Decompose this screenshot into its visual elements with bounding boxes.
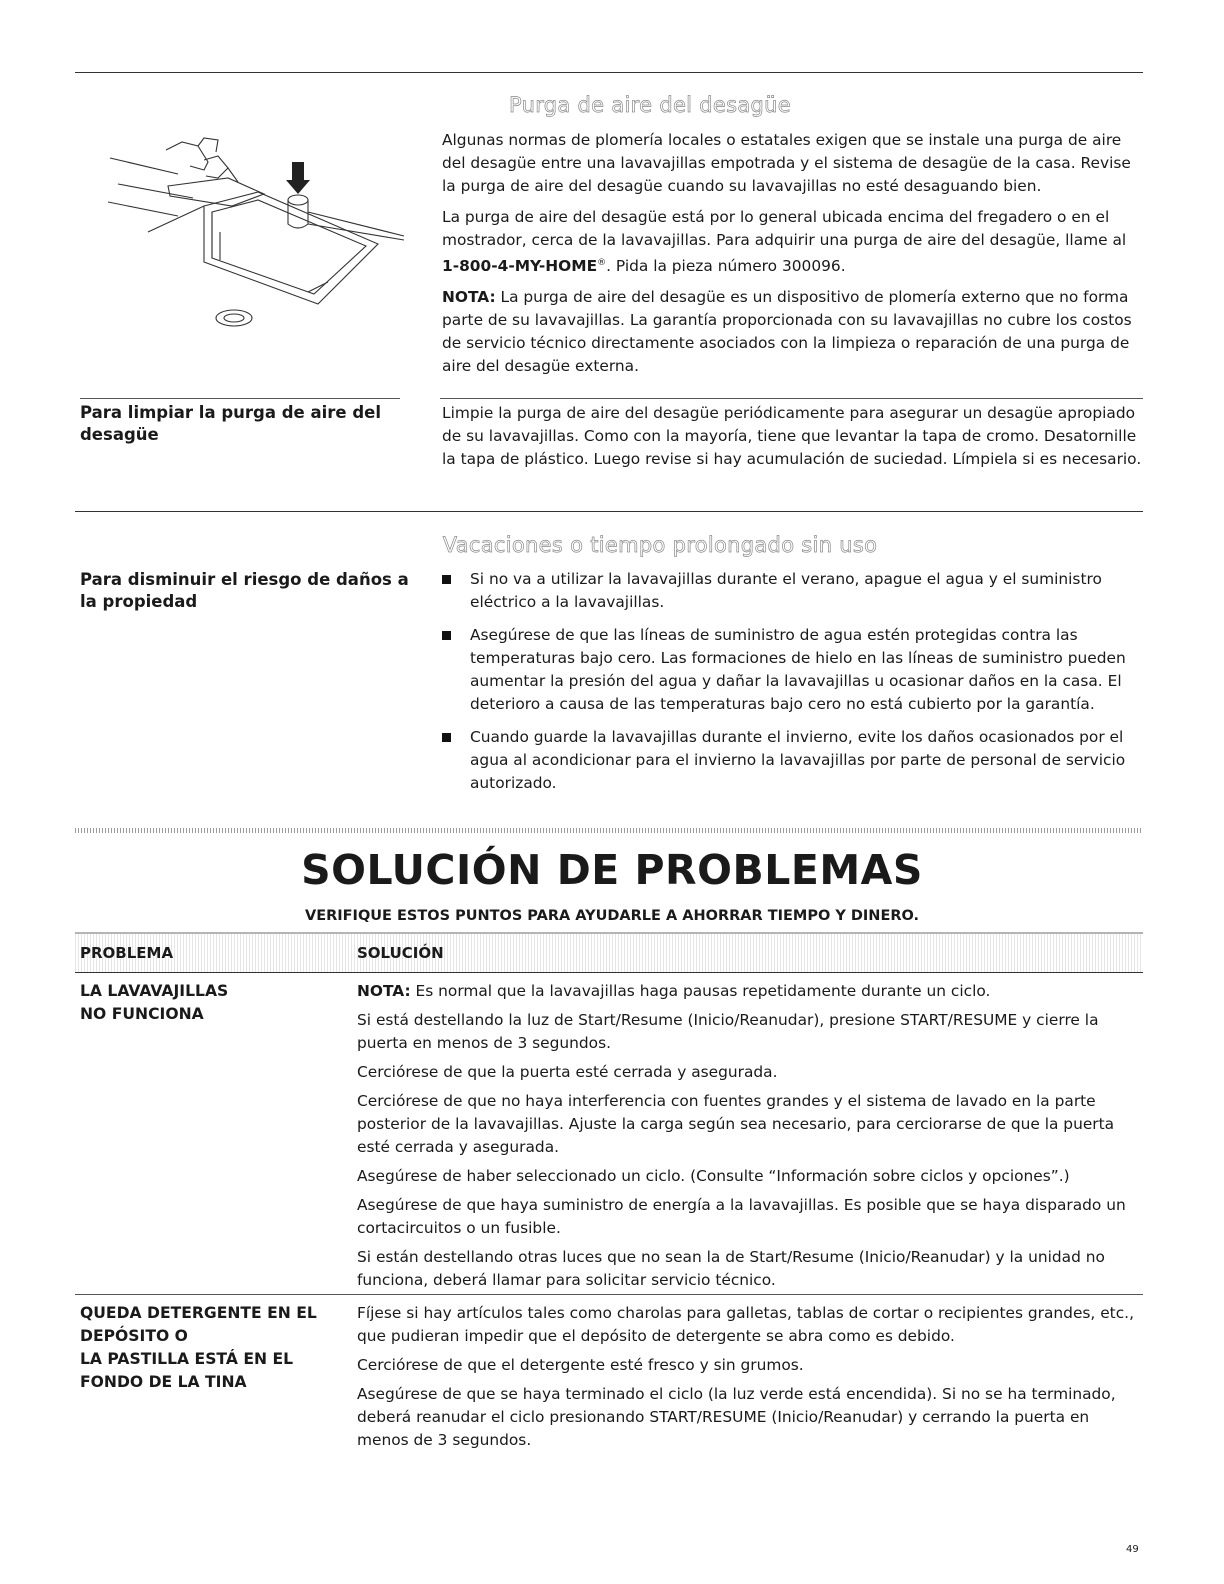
page-title: SOLUCIÓN DE PROBLEMAS (301, 846, 923, 894)
clean-air-gap-label: Para limpiar la purga de aire del desagüe (80, 403, 381, 444)
solution-item: Asegúrese de haber seleccionado un ciclo. (Consulte “Información sobre ciclos y opciones”.) (357, 1167, 1070, 1185)
page-subtitle: VERIFIQUE ESTOS PUNTOS PARA AYUDARLE A AHORRAR TIEMPO Y DINERO. (304, 908, 920, 924)
list-item-text: Asegúrese de que las líneas de suministro de agua estén protegidas contra las temperaturas bajo cero. Las formaciones de hielo en las líneas de suministro pueden aumentar la presión del agua y dañar la lavavajillas u ocasionar daños en la casa. El deterioro a causa de las temperaturas bajo cero no está cubierto por la garantía. (470, 626, 1126, 713)
section-divider (75, 511, 1143, 512)
dotted-separator (75, 828, 1143, 833)
solution-note (357, 980, 1137, 1003)
list-item (440, 726, 1140, 795)
part-number-text: . Pida la pieza número 300096. (606, 257, 846, 276)
bullet-square-icon (442, 575, 451, 584)
bullet-square-icon (442, 631, 451, 640)
note-text: La purga de aire del desagüe es un dispositivo de plomería externo que no forma parte de su lavavajillas. La garantía proporcionada con su lavavajillas no cubre los costos de servicio técnico directamente asociados con la limpieza o reparación de una purga de aire del desagüe externa. (442, 288, 1132, 376)
drain-paragraph-1: Algunas normas de plomería locales o estatales exigen que se instale una purga de aire del desagüe entre una lavavajillas empotrada y el sistema de desagüe de la casa. Revise la purga de aire del desagüe cuando su lavavajillas no esté desaguando bien. (442, 131, 1131, 195)
solution-item: Asegúrese de que se haya terminado el ciclo (la luz verde está encendida). Si no se ha terminado, deberá reanudar el ciclo presionando START/RESUME (Inicio/Reanudar) y cerrando la puerta en menos de 3 segundos. (357, 1385, 1116, 1449)
solution-item: Cerciórese de que no haya interferencia con fuentes grandes y el sistema de lavado en la parte posterior de la lavavajillas. Ajuste la carga según sea necesario, para cerciorarse de que la puerta esté cerrada y asegurada. (357, 1092, 1115, 1156)
problem-line: LA PASTILLA ESTÁ EN EL (80, 1350, 294, 1368)
solution-item: Si están destellando otras luces que no sean la de Start/Resume (Inicio/Reanudar) y la unidad no funciona, deberá llamar para solicitar servicio técnico. (357, 1248, 1105, 1289)
note-label: NOTA: (357, 982, 411, 1000)
drain-note (442, 286, 1142, 378)
table-header (75, 932, 1143, 973)
solution-cell (357, 980, 1137, 1298)
note-label: NOTA: (442, 288, 496, 307)
table-row-divider (75, 1294, 1143, 1295)
problem-cell (80, 980, 330, 1026)
list-item-text: Cuando guarde la lavavajillas durante el invierno, evite los daños ocasionados por el agua al acondicionar para el invierno la lavavajillas por parte de personal de servicio autorizado. (470, 728, 1126, 792)
vacation-bullet-list (440, 568, 1140, 805)
problem-line: DEPÓSITO O (80, 1327, 188, 1345)
list-item-text: Si no va a utilizar la lavavajillas durante el verano, apague el agua y el suministro eléctrico a la lavavajillas. (470, 570, 1102, 611)
drain-paragraph-2 (442, 206, 1142, 278)
registered-mark: ® (597, 258, 607, 268)
bullet-square-icon (442, 733, 451, 742)
problem-cell (80, 1302, 330, 1394)
sink-air-gap-illustration (108, 132, 408, 332)
solution-item: Fíjese si hay artículos tales como charolas para galletas, tablas de cortar o recipientes grandes, etc., que pudieran impedir que el depósito de detergente se abra como es debido. (357, 1304, 1134, 1345)
column-header-problem: PROBLEMA (80, 944, 174, 962)
problem-line: QUEDA DETERGENTE EN EL (80, 1304, 317, 1322)
section-divider (75, 72, 1143, 73)
page-number: 49 (1126, 1544, 1139, 1555)
column-header-solution: SOLUCIÓN (357, 944, 444, 962)
drain-paragraph-2-text: La purga de aire del desagüe está por lo general ubicada encima del fregadero o en el mostrador, cerca de la lavavajillas. Para adquirir una purga de aire del desagüe, llame al (442, 208, 1127, 249)
divider-left (80, 398, 400, 399)
divider-right (440, 398, 1143, 399)
problem-line: FONDO DE LA TINA (80, 1373, 247, 1391)
vacation-label: Para disminuir el riesgo de daños a la propiedad (80, 570, 409, 611)
note-text: Es normal que la lavavajillas haga pausas repetidamente durante un ciclo. (410, 982, 991, 1000)
problem-line: NO FUNCIONA (80, 1005, 204, 1023)
list-item (440, 624, 1140, 716)
drain-section-title: Purga de aire del desagüe (508, 93, 792, 117)
phone-number: 1-800-4-MY-HOME (442, 257, 598, 276)
clean-air-gap-paragraph: Limpie la purga de aire del desagüe periódicamente para asegurar un desagüe apropiado de su lavavajillas. Como con la mayoría, tiene que levantar la tapa de cromo. Desatornille la tapa de plástico. Luego revise si hay acumulación de suciedad. Límpiela si es necesario. (442, 404, 1142, 468)
list-item (440, 568, 1140, 614)
solution-cell (357, 1302, 1137, 1458)
drain-description (442, 129, 1142, 378)
problem-line: LA LAVAVAJILLAS (80, 982, 229, 1000)
clean-air-gap-text (442, 402, 1142, 471)
vacation-section-title: Vacaciones o tiempo prolongado sin uso (442, 533, 878, 557)
solution-item: Asegúrese de que haya suministro de energía a la lavavajillas. Es posible que se haya disparado un cortacircuitos o un fusible. (357, 1196, 1126, 1237)
solution-item: Si está destellando la luz de Start/Resume (Inicio/Reanudar), presione START/RESUME y cierre la puerta en menos de 3 segundos. (357, 1011, 1099, 1052)
solution-item: Cerciórese de que el detergente esté fresco y sin grumos. (357, 1356, 804, 1374)
solution-item: Cerciórese de que la puerta esté cerrada y asegurada. (357, 1063, 778, 1081)
